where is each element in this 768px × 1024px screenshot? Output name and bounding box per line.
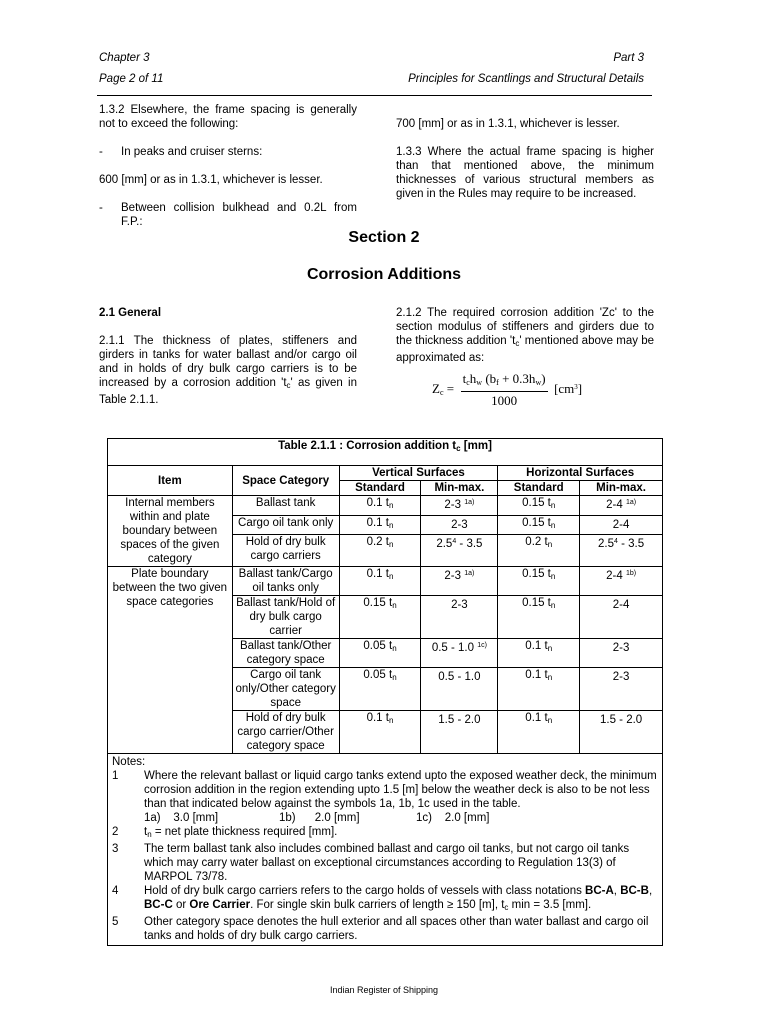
space-category-cell: Cargo oil tank only (232, 515, 339, 535)
sup: 4 (452, 538, 457, 546)
value: 0.15 t (522, 568, 551, 580)
note-1-values (112, 811, 658, 825)
formula-eq: = (443, 380, 458, 396)
value: - 3.5 (456, 538, 483, 551)
sub: n (388, 540, 394, 550)
horizontal-standard-cell (498, 515, 580, 535)
t: , (648, 885, 653, 897)
note-number: 4 (112, 885, 119, 897)
sup: 1c) (477, 642, 487, 649)
page-number: Page 2 of 11 (99, 73, 164, 85)
sub: f (496, 378, 499, 387)
t: Hold of dry bulk cargo carriers refers to the cargo holds of vessels with class notations (144, 885, 586, 897)
item-cell: Plate boundary between the two given space categories (108, 567, 233, 754)
formula-unit: ] (577, 380, 583, 396)
value: 0.1 t (525, 712, 548, 724)
sub: c (439, 387, 444, 397)
part-label: Part 3 (613, 52, 644, 64)
bullet-text: Between collision bulkhead and 0.2L from F.P.: (121, 202, 357, 228)
vertical-minmax-cell (421, 515, 498, 535)
bullet-peaks (99, 145, 357, 159)
b: BC-B (620, 885, 649, 897)
table-caption (108, 439, 663, 466)
value: 0.15 t (522, 497, 551, 509)
value: 1.5 - 2.0 (599, 714, 643, 726)
value: 0.1 t (366, 568, 389, 580)
value: 2-4 (606, 570, 626, 582)
t: min = 3.5 [mm]. (508, 899, 592, 911)
sub: c (515, 339, 520, 348)
vertical-standard-cell (339, 668, 421, 711)
t: , (613, 885, 621, 897)
vertical-minmax-cell (421, 567, 498, 596)
sub: c (456, 444, 461, 453)
notes-row (108, 754, 663, 946)
sub: n (550, 520, 556, 530)
sub: n (388, 520, 394, 530)
notes-cell (108, 754, 663, 946)
corrosion-table (107, 438, 663, 946)
paragraph-700: 700 [mm] or as in 1.3.1, whichever is lesser. (396, 118, 620, 130)
sub: n (547, 716, 553, 725)
sub: c (286, 381, 291, 390)
caption-text: Table 2.1.1 : Corrosion addition t (278, 440, 457, 452)
header-subtitle: Principles for Scantlings and Structural Details (408, 73, 644, 85)
horizontal-standard-cell (498, 596, 580, 639)
note-1 (112, 769, 658, 811)
header-minmax: Min-max. (580, 481, 663, 496)
chapter-label: Chapter 3 (99, 52, 150, 64)
section-title: Corrosion Additions (306, 266, 462, 283)
value: 1.5 - 2.0 (438, 714, 481, 726)
header-standard: Standard (339, 481, 421, 496)
caption-text: [mm] (460, 440, 492, 452)
value: 0.1 t (366, 516, 389, 529)
horizontal-standard-cell (498, 639, 580, 668)
horizontal-minmax-cell (580, 639, 663, 668)
value: 2-3 (612, 642, 630, 654)
note-text: Other category space denotes the hull exterior and all spaces other than water ballast and cargo oil tanks and holds of dry bulk cargo carriers. (144, 916, 649, 942)
general-right (396, 306, 654, 379)
note-number: 5 (112, 916, 119, 928)
value: 0.15 t (363, 597, 393, 609)
sup: 1a) (464, 499, 475, 506)
vertical-standard-cell (339, 496, 421, 516)
header-item: Item (108, 466, 233, 496)
vertical-standard-cell (339, 567, 421, 596)
table-row (108, 496, 663, 516)
sub: n (388, 716, 394, 725)
paragraph-1-3-3: 1.3.3 Where the actual frame spacing is higher than that mentioned above, the minimum thicknesses of various structural members as given in the Rules may require to be increased. (396, 146, 654, 200)
vertical-standard-cell (339, 639, 421, 668)
formula-fraction (461, 372, 548, 408)
sub: n (392, 673, 397, 682)
note-number: 3 (112, 843, 119, 855)
formula-zc (432, 372, 582, 408)
t: ) (541, 371, 546, 386)
footer: Indian Register of Shipping (329, 985, 439, 995)
formula-unit: [cm (550, 380, 575, 396)
sup: 4 (614, 538, 618, 546)
t: t (144, 826, 148, 838)
sup: 3 (574, 382, 578, 391)
value: 0.05 t (363, 669, 393, 681)
sub: n (547, 673, 553, 682)
value: 0.1 t (525, 669, 548, 681)
header-horizontal: Horizontal Surfaces (498, 466, 663, 481)
b: BC-A (585, 885, 614, 897)
sub: c (466, 378, 470, 387)
note-text (144, 884, 658, 915)
vertical-standard-cell (339, 596, 421, 639)
value: 0.1 t (366, 497, 389, 509)
value: 2.5 (436, 538, 453, 551)
horizontal-standard-cell (498, 535, 580, 567)
formula-numerator (461, 372, 548, 392)
vertical-standard-cell (339, 515, 421, 535)
value: 0.2 t (366, 536, 389, 549)
sup: 1a) (464, 570, 475, 577)
header-standard: Standard (498, 481, 580, 496)
t: + 0.3h (498, 371, 536, 386)
note-number: 2 (112, 826, 119, 838)
text: 2.1.2 The required corrosion addition 'Zc' to the section modulus of stiffeners and girders due to the thickness addition 't (396, 307, 654, 347)
vertical-standard-cell (339, 535, 421, 567)
horizontal-standard-cell (498, 496, 580, 516)
space-category-cell: Cargo oil tank only/Other category space (232, 668, 339, 711)
vertical-minmax-cell (421, 639, 498, 668)
space-category-cell: Ballast tank/Other category space (232, 639, 339, 668)
horizontal-minmax-cell (580, 567, 663, 596)
space-category-cell: Ballast tank/Hold of dry bulk cargo carrier (232, 596, 339, 639)
header-row-1 (108, 466, 663, 481)
note-value-1a: 1a) 3.0 [mm] (144, 812, 219, 824)
t: = net plate thickness required [mm]. (151, 826, 338, 838)
sup: 1a) (625, 499, 637, 506)
value: 2-3 (444, 499, 465, 511)
vertical-minmax-cell (421, 596, 498, 639)
note-text: The term ballast tank also includes combined ballast and cargo oil tanks, but not cargo oil tanks which may carry water ballast on exceptional circumstances according to Regulation 13(3) of MARPOL 73/78. (144, 843, 630, 883)
t: h (469, 371, 477, 386)
space-category-cell: Hold of dry bulk cargo carriers (232, 535, 339, 567)
space-category-cell: Ballast tank/Cargo oil tanks only (232, 567, 339, 596)
note-value-1c: 1c) 2.0 [mm] (416, 812, 490, 824)
formula-denominator: 1000 (491, 393, 518, 408)
sub: n (388, 572, 394, 581)
horizontal-minmax-cell (580, 515, 663, 535)
value: 0.05 t (363, 640, 393, 652)
value: 2-4 (612, 518, 630, 531)
general-heading: 2.1 General (99, 307, 162, 319)
b: Ore Carrier (189, 899, 251, 911)
table-caption-row (108, 439, 663, 466)
value: 0.2 t (525, 536, 548, 549)
sub: n (388, 501, 394, 510)
space-category-cell: Ballast tank (232, 496, 339, 516)
horizontal-minmax-cell (580, 668, 663, 711)
value: 2-4 (612, 599, 630, 611)
horizontal-minmax-cell (580, 596, 663, 639)
value: 2-3 (451, 518, 468, 531)
sub: n (550, 601, 556, 610)
note-number: 1 (112, 770, 119, 782)
horizontal-standard-cell (498, 668, 580, 711)
value: 2-3 (444, 570, 465, 582)
sup: 1b) (625, 570, 637, 577)
sub: n (547, 540, 553, 550)
text: 2.1.1 The thickness of plates, stiffeners and girders in tanks for water ballast and/or cargo oil and in holds of dry bulk cargo carriers is to be increased by a corrosion addition 't (99, 335, 357, 389)
t: t (462, 371, 467, 386)
vertical-minmax-cell (421, 496, 498, 516)
notes-title: Notes: (112, 756, 146, 768)
text: ' as given in Table 2.1.1. (99, 377, 358, 406)
bullet-collision (99, 201, 357, 229)
value: 2-4 (606, 499, 626, 511)
t: . For single skin bulk carriers of length ≥ 150 [m], t (250, 899, 505, 911)
vertical-minmax-cell (421, 711, 498, 754)
header-rule (97, 95, 652, 96)
paragraph-2-1-1 (99, 334, 357, 407)
header-minmax: Min-max. (421, 481, 498, 496)
value: 0.5 - 1.0 (431, 642, 478, 654)
paragraph-600: 600 [mm] or as in 1.3.1, whichever is lesser. (99, 174, 323, 186)
sub: n (392, 601, 397, 610)
left-column-top (99, 103, 357, 229)
table-row (108, 567, 663, 596)
bullet-text: In peaks and cruiser sterns: (121, 146, 263, 158)
paragraph-1-3-2: 1.3.2 Elsewhere, the frame spacing is generally not to exceed the following: (99, 104, 357, 130)
vertical-minmax-cell (421, 668, 498, 711)
sub: c (504, 903, 509, 912)
sub: n (550, 572, 556, 581)
note-5 (112, 915, 658, 943)
note-4 (112, 884, 658, 915)
vertical-standard-cell (339, 711, 421, 754)
horizontal-standard-cell (498, 567, 580, 596)
item-cell: Internal members within and plate boundary between spaces of the given category (108, 496, 233, 567)
note-value-1b: 1b) 2.0 [mm] (279, 812, 360, 824)
sub: n (550, 501, 556, 510)
value: 0.1 t (366, 712, 389, 724)
sub: w (476, 378, 483, 387)
horizontal-minmax-cell (580, 496, 663, 516)
t: (b (482, 371, 497, 386)
note-2 (112, 825, 658, 842)
vertical-minmax-cell (421, 535, 498, 567)
value: 0.5 - 1.0 (438, 671, 481, 683)
formula-lhs: Z (432, 380, 440, 396)
horizontal-minmax-cell (580, 711, 663, 754)
note-3 (112, 842, 658, 884)
right-column-top (396, 117, 654, 215)
horizontal-minmax-cell (580, 535, 663, 567)
value: - 3.5 (617, 538, 645, 551)
value: 2-3 (451, 599, 468, 611)
text: ' mentioned above may be approximated as: (396, 335, 655, 364)
space-category-cell: Hold of dry bulk cargo carrier/Other category space (232, 711, 339, 754)
t: or (172, 899, 190, 911)
horizontal-standard-cell (498, 711, 580, 754)
value: 0.15 t (522, 516, 551, 529)
dash: - (99, 146, 103, 158)
section-number: Section 2 (348, 229, 420, 246)
sub: n (147, 830, 152, 839)
value: 2.5 (598, 538, 615, 551)
header-vertical: Vertical Surfaces (339, 466, 498, 481)
value: 0.1 t (525, 640, 548, 652)
value: 0.15 t (522, 597, 551, 609)
note-text (144, 825, 658, 842)
value: 2-3 (612, 671, 630, 683)
b: BC-C (144, 899, 173, 911)
sub: n (392, 644, 397, 653)
general-left (99, 306, 357, 421)
note-text: Where the relevant ballast or liquid cargo tanks extend upto the exposed weather deck, the minimum corrosion addition in the region extending upto 1.5 [m] below the weather deck is also to be not less than that indicated below against the symbols 1a, 1b, 1c used in the table. (144, 770, 657, 810)
sub: n (547, 644, 553, 653)
header-space-category: Space Category (232, 466, 339, 496)
sub: w (535, 378, 542, 387)
paragraph-2-1-2 (396, 306, 654, 365)
dash: - (99, 202, 103, 214)
